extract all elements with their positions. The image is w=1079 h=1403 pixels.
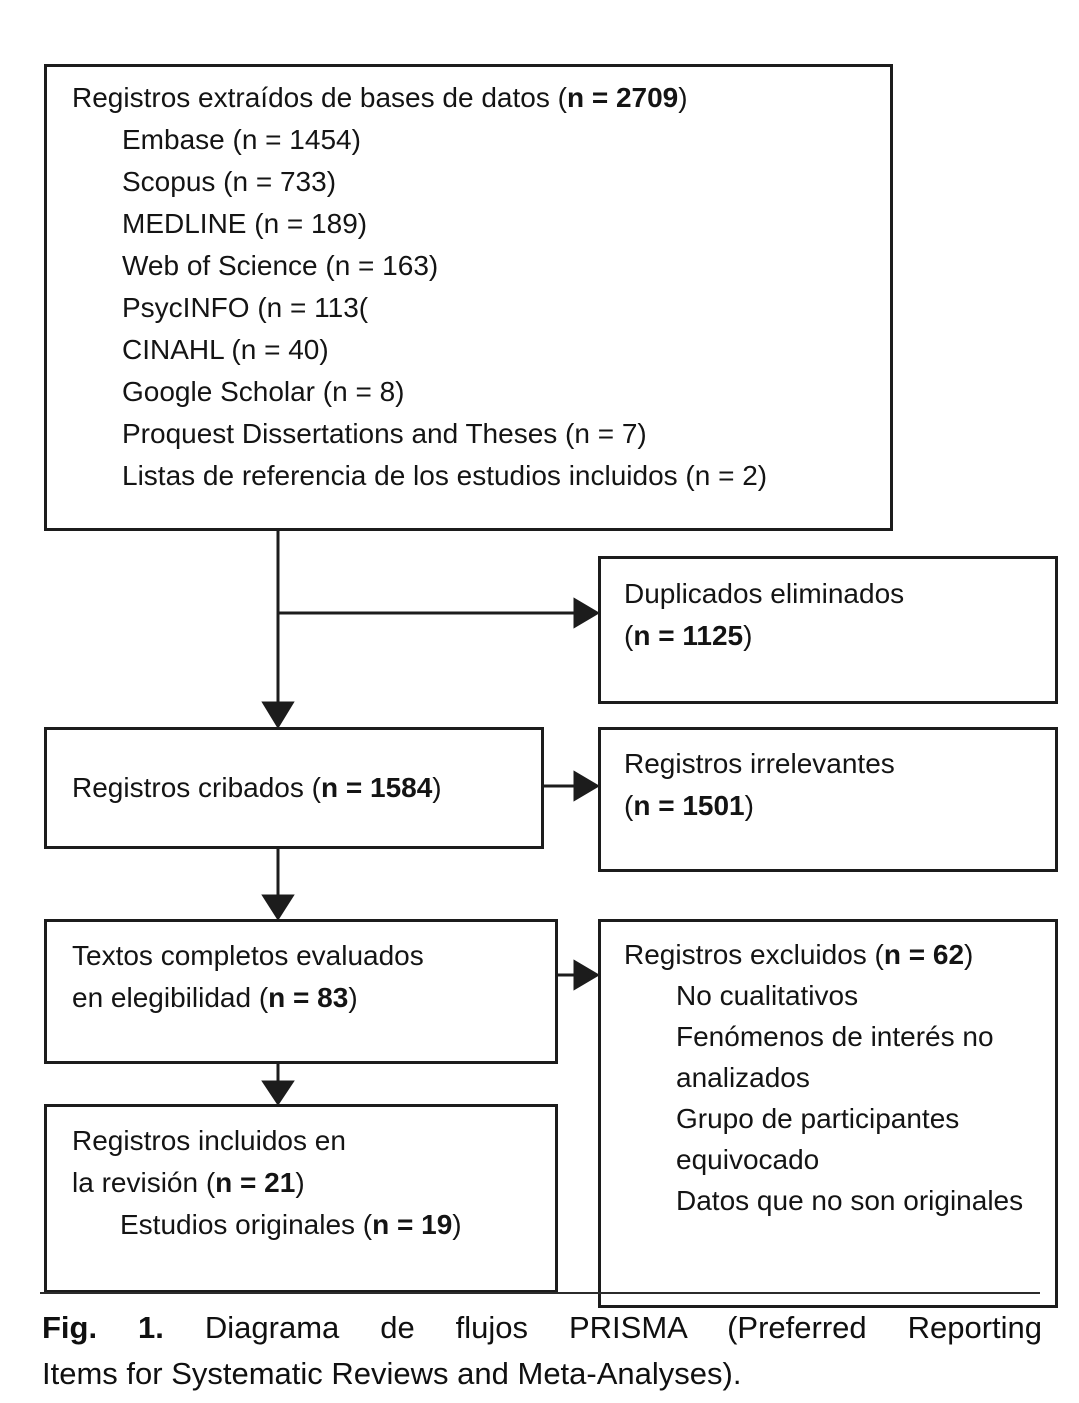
records-screened-count: n = 1584 [320,772,433,803]
screened-text: Registros cribados ( [72,772,321,803]
database-source-item: Google Scholar (n = 8) [122,376,405,407]
database-source-item: PsycINFO (n = 113( [122,292,369,323]
database-source-item: Proquest Dissertations and Theses (n = 7) [122,418,647,449]
duplicates-removed-line1: Duplicados eliminados [624,578,905,609]
exclusion-reason-item: Grupo de participantes equivocado [676,1103,960,1175]
records-irrelevant-line2 [624,785,1041,827]
paren-open: ( [624,790,634,821]
arrowhead-branch-to-duplicates [575,600,597,626]
eligibility-text-close: ) [348,982,358,1013]
title-text: Registros extraídos de bases de datos ( [72,82,567,113]
excluded-text: Registros excluidos ( [624,939,884,970]
records-included-count: n = 21 [215,1167,296,1198]
eligibility-text: en elegibilidad ( [72,982,269,1013]
box-records-excluded [598,919,1058,1308]
records-excluded-title [624,934,1041,975]
database-source-item: Web of Science (n = 163) [122,250,439,281]
database-source-item: Listas de referencia de los estudios incluidos (n = 2) [122,460,768,491]
original-studies-text: Estudios originales ( [120,1209,373,1240]
box-records-irrelevant [598,727,1058,872]
box-duplicates-removed [598,556,1058,704]
database-source-item: CINAHL (n = 40) [122,334,329,365]
exclusion-reason-item: No cualitativos [676,980,859,1011]
caption-line1 [42,1305,1042,1351]
original-studies-count: n = 19 [372,1209,453,1240]
original-studies-line [72,1204,541,1246]
figure-caption [42,1305,1042,1397]
records-screened-line [72,767,442,809]
caption-figure-label: Fig. 1. [42,1310,164,1345]
fulltext-assessed-count: n = 83 [268,982,349,1013]
screened-text-close: ) [432,772,442,803]
box-records-included [44,1104,558,1293]
records-identified-count: n = 2709 [566,82,679,113]
records-identified-title [72,77,874,119]
fulltext-assessed-line1: Textos completos evaluados [72,940,424,971]
exclusion-reason-item: Datos que no son originales [676,1185,1024,1216]
caption-line2: Items for Systematic Reviews and Meta-Analyses). [42,1356,742,1391]
arrowhead-fulltext-to-included [264,1082,292,1103]
arrowhead-screened-to-fulltext [264,896,292,918]
exclusion-reason-item: Fenómenos de interés no analizados [676,1021,994,1093]
records-included-line1: Registros incluidos en [72,1125,346,1156]
fulltext-assessed-line2 [72,977,541,1019]
database-source-item: MEDLINE (n = 189) [122,208,368,239]
records-included-line2 [72,1162,541,1204]
title-text-close: ) [678,82,688,113]
arrowhead-identified-to-screened [264,703,292,726]
duplicates-removed-count: n = 1125 [633,620,744,651]
duplicates-removed-line2 [624,615,1041,657]
box-fulltext-assessed [44,919,558,1064]
box-records-screened [44,727,544,849]
arrowhead-fulltext-to-excluded [575,962,597,988]
paren-close: ) [744,790,754,821]
box-records-identified [44,64,893,531]
review-text: la revisión ( [72,1167,216,1198]
review-text-close: ) [295,1167,305,1198]
records-irrelevant-count: n = 1501 [633,790,745,821]
excluded-text-close: ) [964,939,974,970]
records-irrelevant-line1: Registros irrelevantes [624,748,895,779]
records-excluded-count: n = 62 [883,939,965,970]
paren-close: ) [743,620,753,651]
arrowhead-screened-to-irrelevant [575,773,597,799]
caption-line1-text: Diagrama de flujos PRISMA (Preferred Reporting [163,1310,1042,1345]
database-source-item: Embase (n = 1454) [122,124,361,155]
database-source-item: Scopus (n = 733) [122,166,337,197]
original-studies-text-close: ) [452,1209,462,1240]
caption-divider [40,1292,1040,1294]
paren-open: ( [624,620,634,651]
